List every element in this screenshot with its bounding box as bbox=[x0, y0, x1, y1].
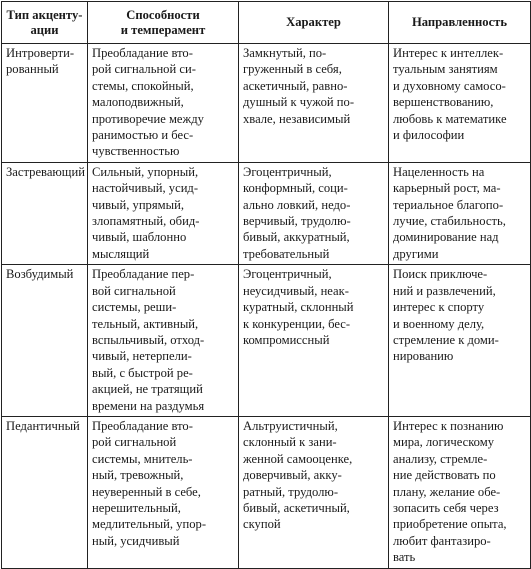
table-row bbox=[2, 44, 531, 163]
table-header-row bbox=[2, 2, 531, 44]
cell-type: Интроверти- рованный bbox=[2, 44, 88, 163]
cell-character: Альтруистичный, склонный к зани- женной самооценке, доверчивый, акку- ратный, трудолю- бивый, аскетичный, скупой bbox=[239, 416, 389, 568]
table-row bbox=[2, 162, 531, 264]
cell-character: Эгоцентричный, неусидчивый, неак- куратный, склонный к конкуренции, бес- компромиссный bbox=[239, 265, 389, 417]
cell-orientation: Поиск приключе- ний и развлечений, интерес к спорту и военному делу, стремление к доми- нированию bbox=[389, 265, 531, 417]
cell-character: Замкнутый, по- груженный в себя, аскетичный, равно- душный к чужой по- хвале, независимый bbox=[239, 44, 389, 163]
cell-abilities: Преобладание пер- вой сигнальной системы, реши- тельный, активный, вспыльчивый, отход- чивый, нетерпели- вый, с быстрой ре- акцией, не тратящий времени на раздумья bbox=[88, 265, 239, 417]
header-accentuation-type: Тип акценту- ации bbox=[2, 2, 88, 44]
accentuation-table bbox=[1, 1, 531, 569]
table-row bbox=[2, 416, 531, 568]
header-abilities-temperament: Способности и темперамент bbox=[88, 2, 239, 44]
cell-orientation: Интерес к интеллек- туальным занятиям и духовному самосо- вершенствованию, любовь к математике и философии bbox=[389, 44, 531, 163]
cell-abilities: Преобладание вто- рой сигнальной системы, мнитель- ный, тревожный, неуверенный в себе, нерешительный, медлительный, упор- ный, усидчивый bbox=[88, 416, 239, 568]
cell-character: Эгоцентричный, конформный, соци- ально ловкий, недо- верчивый, трудолю- бивый, аккуратный, требовательный bbox=[239, 162, 389, 264]
cell-abilities: Преобладание вто- рой сигнальной си- стемы, спокойный, малоподвижный, противоречие между ранимостью и бес- чувственностью bbox=[88, 44, 239, 163]
cell-orientation: Нацеленность на карьерный рост, ма- териальное благопо- лучие, стабильность, доминирование над другими bbox=[389, 162, 531, 264]
cell-type: Застревающий bbox=[2, 162, 88, 264]
cell-abilities: Сильный, упорный, настойчивый, усид- чивый, упрямый, злопамятный, обид- чивый, шаблонно мыслящий bbox=[88, 162, 239, 264]
header-character: Характер bbox=[239, 2, 389, 44]
cell-type: Педантичный bbox=[2, 416, 88, 568]
cell-type: Возбудимый bbox=[2, 265, 88, 417]
header-orientation: Направленность bbox=[389, 2, 531, 44]
cell-orientation: Интерес к познанию мира, логическому анализу, стремле- ние действовать по плану, желание обе- зопасить себя через приобретение опыта, любит фантазиро- вать bbox=[389, 416, 531, 568]
table-row bbox=[2, 265, 531, 417]
